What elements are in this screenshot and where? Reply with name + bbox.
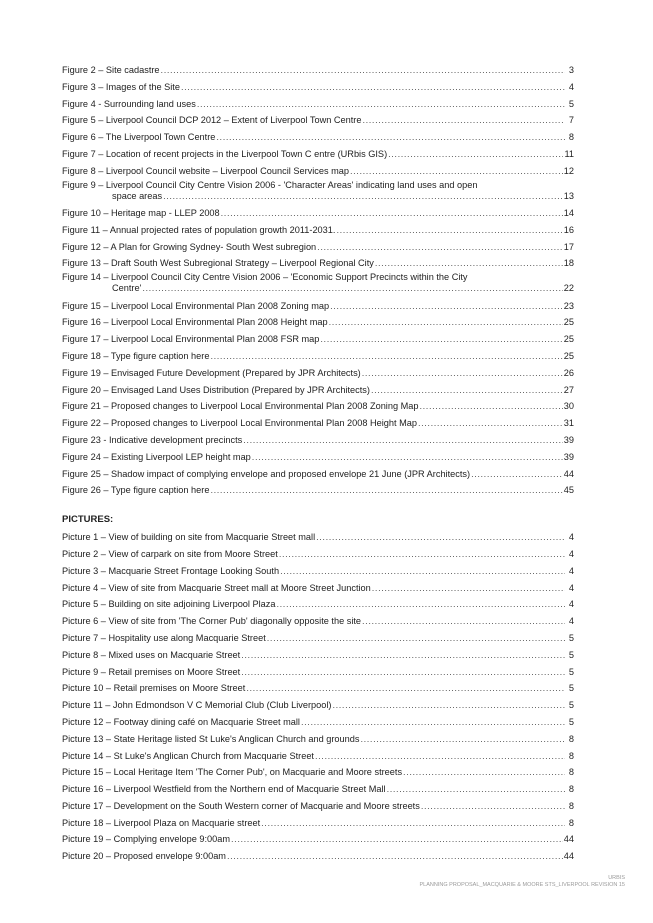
dot-leader (330, 298, 563, 315)
dot-leader (362, 112, 565, 129)
toc-entry-title: Picture 18 – Liverpool Plaza on Macquarie street (62, 817, 261, 828)
dot-leader (315, 748, 565, 765)
toc-entry-title: Picture 13 – State Heritage listed St Luke's Anglican Church and grounds (62, 733, 360, 744)
table-of-figures (62, 62, 574, 865)
toc-entry-figure[interactable] (62, 432, 574, 449)
dot-leader (350, 163, 563, 180)
dot-leader (471, 466, 563, 483)
dot-leader (210, 348, 562, 365)
dot-leader (216, 129, 565, 146)
toc-entry-page: 4 (568, 548, 574, 559)
toc-entry-figure[interactable] (62, 112, 574, 129)
toc-entry-page: 44 (563, 468, 574, 479)
toc-entry-title: Figure 26 – Type figure caption here (62, 485, 210, 496)
toc-entry-title: Figure 13 – Draft South West Subregional Strategy – Liverpool Regional City (62, 258, 374, 269)
toc-entry-page: 39 (563, 451, 574, 462)
toc-entry-title-continued: Centre' (112, 283, 142, 294)
toc-entry-page: 5 (568, 683, 574, 694)
dot-leader (387, 781, 565, 798)
footer-document-name: PLANNING PROPOSAL_MACQUARIE & MOORE STS_LIVERPOOL REVISION 15 (419, 882, 625, 888)
toc-entry-figure[interactable] (62, 449, 574, 466)
toc-entry-title: Picture 3 – Macquarie Street Frontage Looking South (62, 565, 280, 576)
toc-entry-title: Picture 20 – Proposed envelope 9:00am (62, 851, 226, 862)
toc-entry-picture[interactable] (62, 529, 574, 546)
toc-entry-title: Picture 9 – Retail premises on Moore Street (62, 666, 241, 677)
toc-entry-picture[interactable] (62, 680, 574, 697)
toc-entry-title: Figure 8 – Liverpool Council website – Liverpool Council Services map (62, 165, 349, 176)
toc-entry-page: 4 (568, 532, 574, 543)
toc-entry-title: Picture 2 – View of carpark on site from Moore Street (62, 548, 278, 559)
toc-entry-page: 5 (568, 98, 574, 109)
toc-entry-title: Figure 9 – Liverpool Council City Centre Vision 2006 - 'Character Areas' indicating land uses and open (62, 179, 478, 190)
toc-entry-title: Figure 19 – Envisaged Future Development (Prepared by JPR Architects) (62, 367, 361, 378)
toc-entry-title-continued: space areas (112, 190, 163, 201)
dot-leader (221, 205, 563, 222)
toc-entry-title: Picture 15 – Local Heritage Item 'The Corner Pub', on Macquarie and Moore streets (62, 767, 403, 778)
toc-entry-picture[interactable] (62, 563, 574, 580)
toc-entry-page: 4 (568, 616, 574, 627)
toc-entry-picture[interactable] (62, 714, 574, 731)
toc-entry-picture[interactable] (62, 630, 574, 647)
toc-entry-title: Figure 12 – A Plan for Growing Sydney- South West subregion (62, 241, 317, 252)
dot-leader (280, 563, 565, 580)
dot-leader (261, 815, 565, 832)
toc-entry-picture[interactable] (62, 764, 574, 781)
dot-leader (279, 546, 565, 563)
toc-entry-title: Picture 7 – Hospitality use along Macquarie Street (62, 632, 266, 643)
dot-leader (421, 798, 565, 815)
dot-leader (372, 580, 565, 597)
toc-entry-page: 30 (563, 401, 574, 412)
toc-entry-page: 39 (563, 434, 574, 445)
toc-entry-page: 25 (563, 334, 574, 345)
toc-entry-page: 5 (568, 649, 574, 660)
toc-entry-title: Figure 17 – Liverpool Local Environmental Plan 2008 FSR map (62, 334, 320, 345)
toc-entry-title: Picture 10 – Retail premises on Moore Street (62, 683, 246, 694)
dot-leader (371, 382, 563, 399)
toc-entry-picture[interactable] (62, 546, 574, 563)
toc-entry-title: Figure 21 – Proposed changes to Liverpool Local Environmental Plan 2008 Zoning Map (62, 401, 419, 412)
toc-entry-title: Figure 20 – Envisaged Land Uses Distribution (Prepared by JPR Architects) (62, 384, 370, 395)
toc-entry-title: Figure 11 – Annual projected rates of population growth 2011-2031. (62, 224, 336, 235)
dot-leader (360, 731, 565, 748)
toc-entry-title: Figure 16 – Liverpool Local Environmental Plan 2008 Height map (62, 317, 328, 328)
toc-entry-page: 25 (563, 350, 574, 361)
pictures-heading: PICTURES: (62, 514, 114, 526)
dot-leader (243, 432, 562, 449)
toc-entry-figure[interactable] (62, 205, 574, 222)
toc-entry-page: 4 (568, 599, 574, 610)
dot-leader (388, 146, 563, 163)
toc-entry-page: 23 (563, 300, 574, 311)
dot-leader (231, 831, 563, 848)
dot-leader (277, 596, 566, 613)
toc-entry-title: Picture 5 – Building on site adjoining Liverpool Plaza (62, 599, 276, 610)
toc-entry-figure[interactable] (62, 415, 574, 432)
toc-entry-title: Figure 4 - Surrounding land uses (62, 98, 196, 109)
toc-entry-page: 8 (568, 132, 574, 143)
toc-entry-picture[interactable] (62, 596, 574, 613)
toc-entry-figure[interactable] (62, 163, 574, 180)
toc-entry-picture[interactable] (62, 697, 574, 714)
toc-entry-title: Picture 11 – John Edmondson V C Memorial Club (Club Liverpool) (62, 700, 332, 711)
dot-leader (362, 613, 565, 630)
toc-entry-title: Picture 19 – Complying envelope 9:00am (62, 834, 231, 845)
toc-entry-title: Picture 6 – View of site from 'The Corner Pub' diagonally opposite the site (62, 616, 362, 627)
toc-entry-title: Figure 22 – Proposed changes to Liverpool Local Environmental Plan 2008 Height Map (62, 418, 417, 429)
dot-leader (301, 714, 565, 731)
toc-entry-page: 25 (563, 317, 574, 328)
dot-leader (197, 96, 565, 113)
dot-leader (267, 630, 565, 647)
dot-leader (375, 255, 563, 272)
toc-entry-page: 14 (563, 207, 574, 218)
toc-entry-title: Figure 15 – Liverpool Local Environmental Plan 2008 Zoning map (62, 300, 330, 311)
toc-entry-page: 8 (568, 767, 574, 778)
toc-entry-figure[interactable] (62, 272, 574, 297)
toc-entry-page: 45 (563, 485, 574, 496)
toc-entry-page: 8 (568, 784, 574, 795)
toc-entry-page: 8 (568, 733, 574, 744)
toc-entry-figure[interactable] (62, 239, 574, 256)
toc-entry-page: 5 (568, 716, 574, 727)
toc-entry-figure[interactable] (62, 466, 574, 483)
toc-entry-figure[interactable] (62, 348, 574, 365)
toc-entry-title: Figure 10 – Heritage map - LLEP 2008 (62, 207, 220, 218)
toc-entry-figure[interactable] (62, 96, 574, 113)
toc-entry-page: 4 (568, 81, 574, 92)
toc-entry-title: Figure 3 – Images of the Site (62, 81, 180, 92)
toc-entry-page: 18 (563, 258, 574, 269)
dot-leader (362, 365, 563, 382)
toc-entry-page: 17 (563, 241, 574, 252)
toc-entry-title: Figure 7 – Location of recent projects in the Liverpool Town C entre (URbis GIS) (62, 148, 388, 159)
toc-entry-title: Figure 24 – Existing Liverpool LEP height map (62, 451, 251, 462)
toc-entry-picture[interactable] (62, 831, 574, 848)
footer-brand: URBIS (608, 875, 625, 881)
toc-entry-page: 31 (563, 418, 574, 429)
dot-leader (329, 314, 563, 331)
dot-leader (241, 647, 565, 664)
dot-leader (317, 239, 563, 256)
toc-entry-figure[interactable] (62, 482, 574, 499)
dot-leader (252, 449, 563, 466)
toc-entry-page: 27 (563, 384, 574, 395)
dot-leader (246, 680, 565, 697)
dot-leader (336, 222, 562, 239)
toc-entry-figure[interactable] (62, 382, 574, 399)
toc-entry-figure[interactable] (62, 298, 574, 315)
toc-entry-title: Figure 23 - Indicative development precincts (62, 434, 243, 445)
toc-entry-page: 8 (568, 750, 574, 761)
toc-entry-figure[interactable] (62, 222, 574, 239)
toc-entry-page: 16 (563, 224, 574, 235)
toc-entry-title: Picture 16 – Liverpool Westfield from the Northern end of Macquarie Street Mall (62, 784, 386, 795)
toc-entry-figure[interactable] (62, 180, 574, 205)
toc-entry-page: 5 (568, 666, 574, 677)
dot-leader (161, 62, 565, 79)
toc-entry-picture[interactable] (62, 815, 574, 832)
toc-entry-page: 5 (568, 700, 574, 711)
toc-entry-page: 22 (563, 283, 574, 294)
dot-leader (210, 482, 562, 499)
toc-entry-picture[interactable] (62, 798, 574, 815)
toc-entry-page: 3 (568, 65, 574, 75)
toc-entry-page: 7 (568, 115, 574, 126)
toc-entry-figure[interactable] (62, 62, 574, 79)
toc-entry-page: 12 (563, 165, 574, 176)
toc-entry-page: 26 (563, 367, 574, 378)
toc-entry-figure[interactable] (62, 398, 574, 415)
toc-entry-figure[interactable] (62, 365, 574, 382)
toc-entry-picture[interactable] (62, 664, 574, 681)
toc-entry-picture[interactable] (62, 647, 574, 664)
dot-leader (403, 764, 565, 781)
dot-leader (227, 848, 563, 865)
toc-entry-title: Figure 25 – Shadow impact of complying envelope and proposed envelope 21 June (JPR Architects) (62, 468, 471, 479)
toc-entry-figure[interactable] (62, 146, 574, 163)
toc-entry-title: Picture 12 – Footway dining café on Macquarie Street mall (62, 716, 300, 727)
dot-leader (420, 398, 563, 415)
dot-leader (332, 697, 565, 714)
toc-entry-page: 44 (563, 834, 574, 845)
toc-entry-title: Figure 2 – Site cadastre (62, 65, 160, 75)
toc-entry-figure[interactable] (62, 255, 574, 272)
dot-leader (181, 79, 565, 96)
toc-entry-title: Figure 18 – Type figure caption here (62, 350, 210, 361)
toc-entry-page: 4 (568, 582, 574, 593)
toc-entry-picture[interactable] (62, 580, 574, 597)
toc-entry-page: 8 (568, 800, 574, 811)
toc-entry-title: Figure 14 – Liverpool Council City Centre Vision 2006 – 'Economic Support Precincts within the City (62, 272, 468, 283)
dot-leader (316, 529, 565, 546)
toc-entry-title: Figure 5 – Liverpool Council DCP 2012 – Extent of Liverpool Town Centre (62, 115, 362, 126)
toc-entry-page: 13 (563, 190, 574, 201)
toc-entry-picture[interactable] (62, 748, 574, 765)
toc-entry-title: Picture 4 – View of site from Macquarie Street mall at Moore Street Junction (62, 582, 371, 593)
toc-entry-page: 11 (564, 148, 574, 159)
toc-entry-picture[interactable] (62, 781, 574, 798)
toc-entry-title: Picture 8 – Mixed uses on Macquarie Street (62, 649, 241, 660)
dot-leader (142, 283, 562, 294)
toc-entry-title: Picture 14 – St Luke's Anglican Church from Macquarie Street (62, 750, 314, 761)
toc-entry-page: 5 (568, 632, 574, 643)
toc-entry-page: 8 (568, 817, 574, 828)
dot-leader (241, 664, 565, 681)
toc-entry-picture[interactable] (62, 848, 574, 865)
toc-entry-picture[interactable] (62, 731, 574, 748)
dot-leader (418, 415, 563, 432)
toc-entry-title: Picture 17 – Development on the South Western corner of Macquarie and Moore streets (62, 800, 420, 811)
toc-entry-picture[interactable] (62, 613, 574, 630)
toc-entry-figure[interactable] (62, 331, 574, 348)
toc-entry-page: 44 (563, 851, 574, 862)
dot-leader (320, 331, 562, 348)
toc-entry-title: Picture 1 – View of building on site from Macquarie Street mall (62, 532, 316, 543)
toc-entry-title: Figure 6 – The Liverpool Town Centre (62, 132, 216, 143)
dot-leader (163, 191, 563, 202)
toc-entry-figure[interactable] (62, 79, 574, 96)
toc-entry-figure[interactable] (62, 314, 574, 331)
page-footer (420, 875, 626, 889)
toc-entry-page: 4 (568, 565, 574, 576)
toc-entry-figure[interactable] (62, 129, 574, 146)
